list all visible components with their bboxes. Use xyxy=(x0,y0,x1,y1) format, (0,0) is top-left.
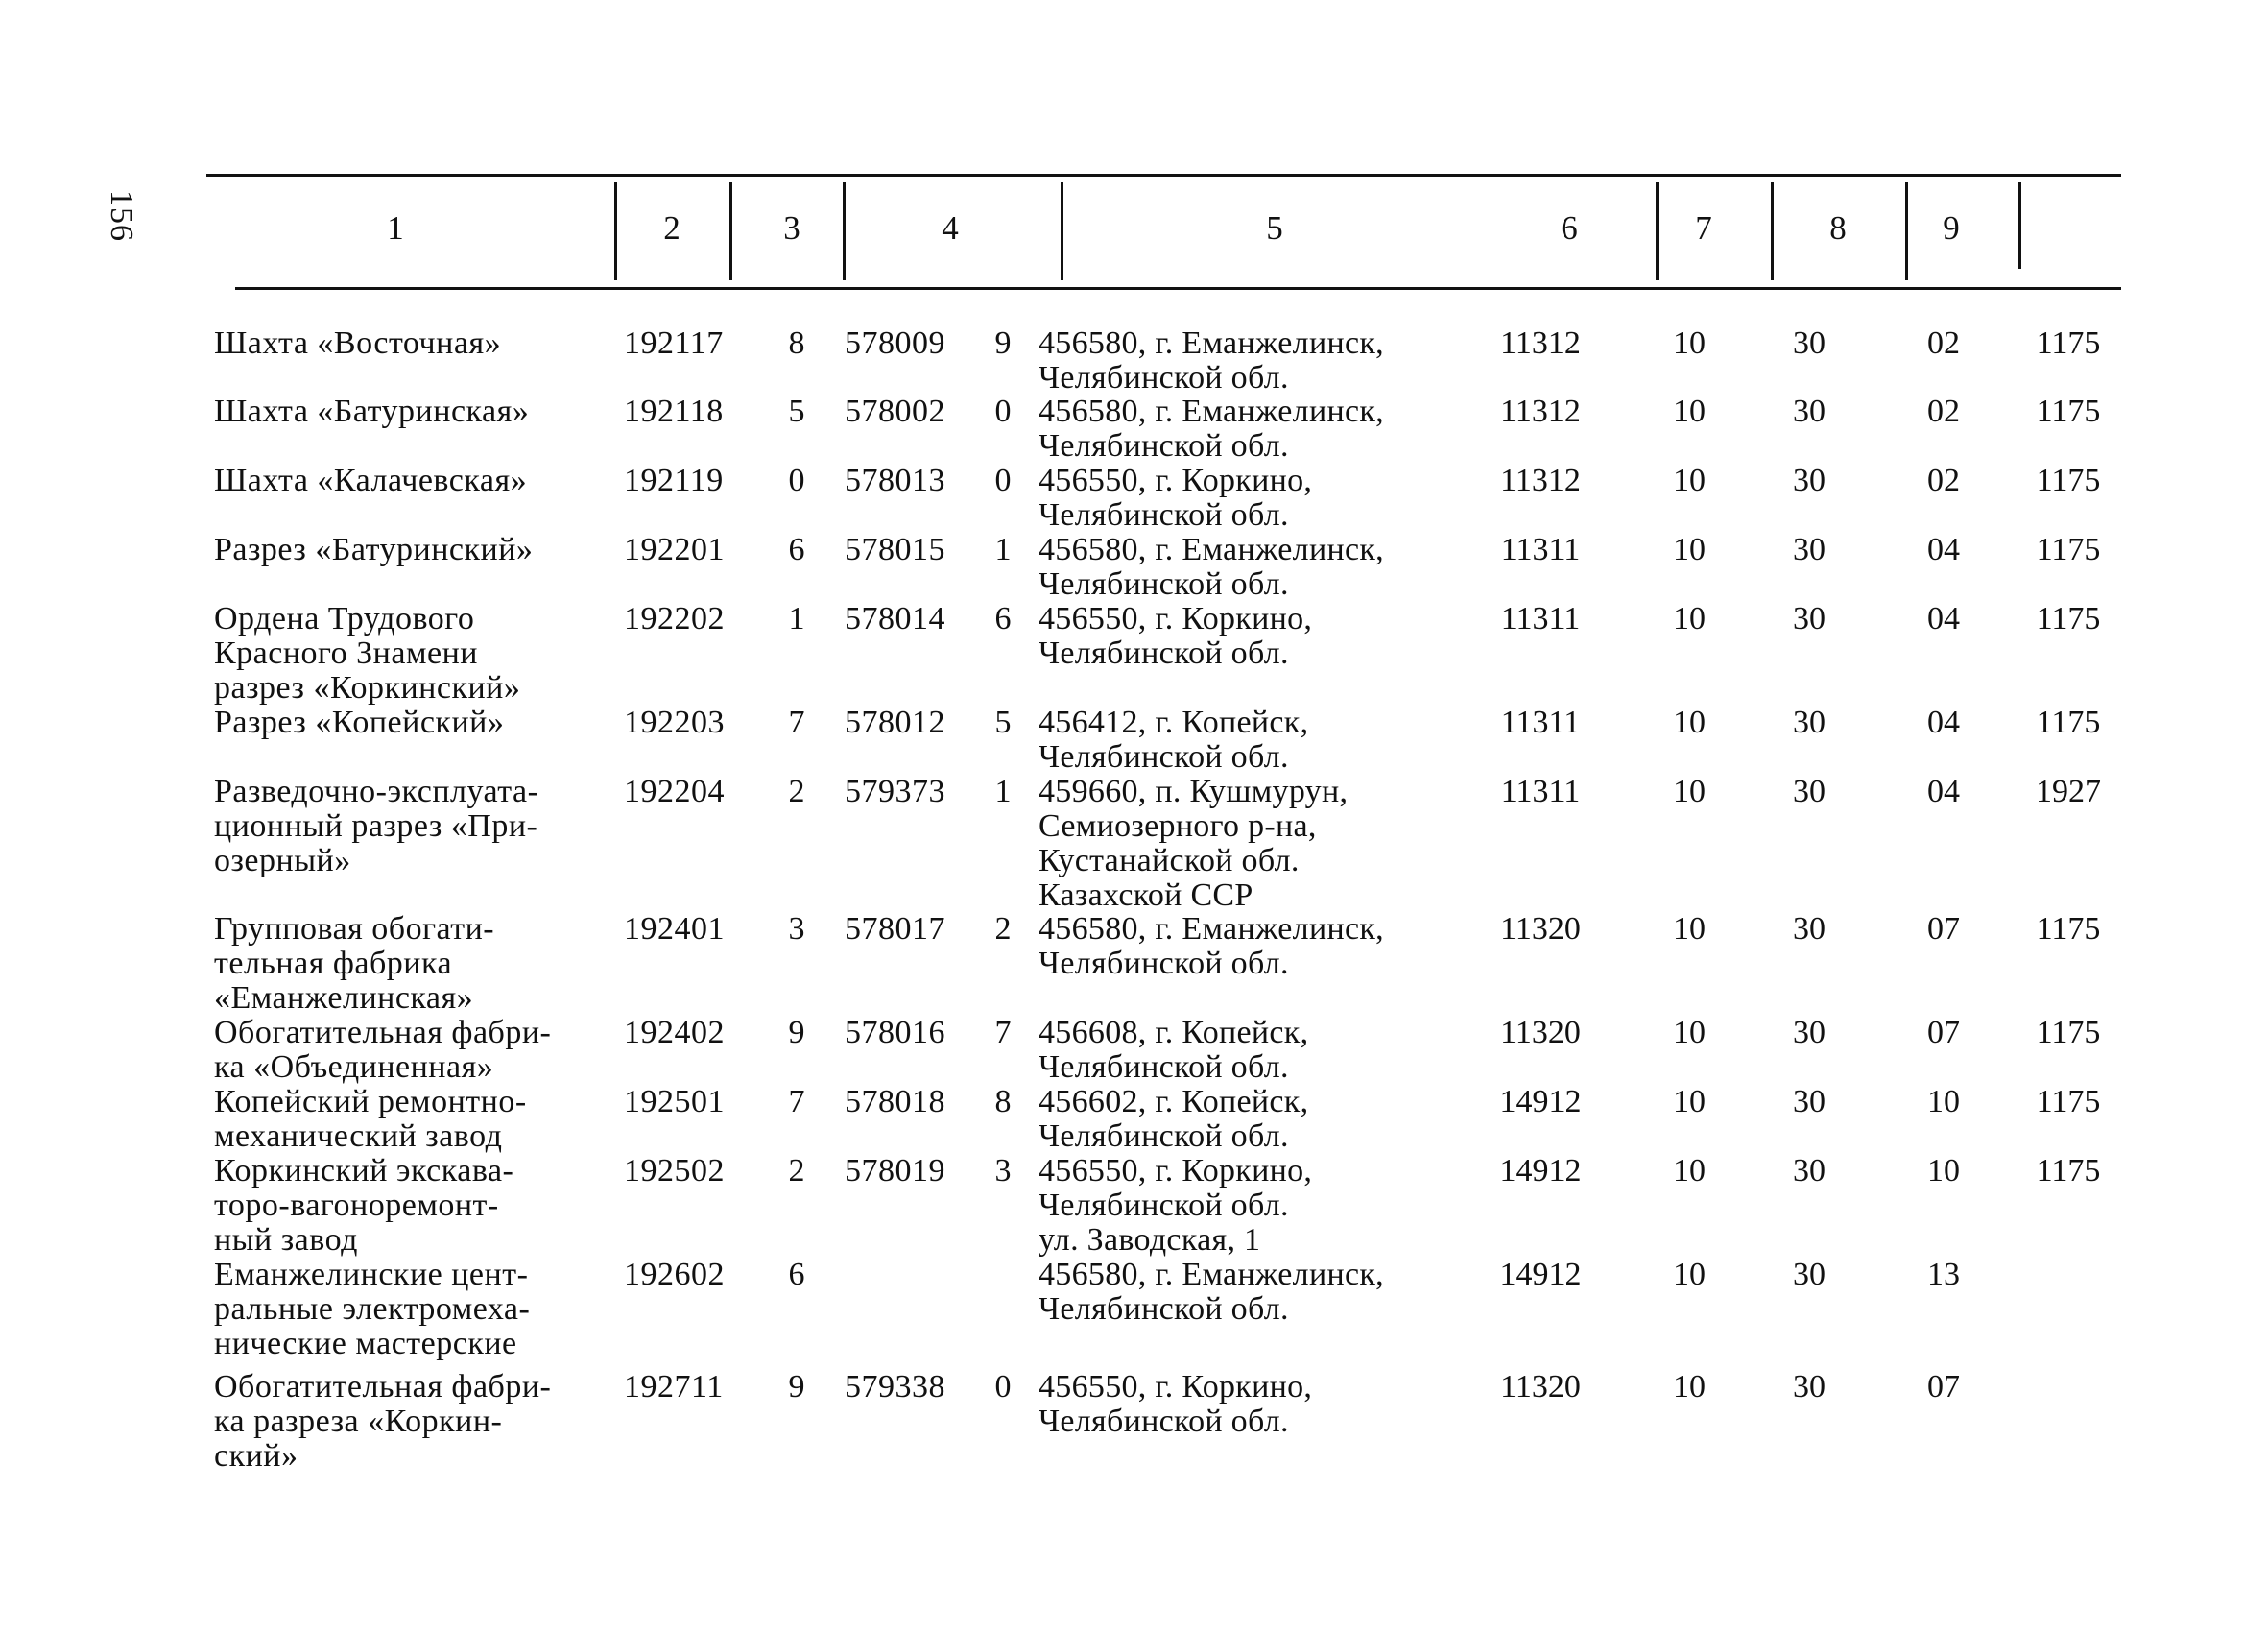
column-6-value: 11312 xyxy=(1500,463,1581,498)
enterprise-name: Групповая обогати- тельная фабрика «Еманжелинская» xyxy=(214,911,495,1016)
enterprise-code: 192602 xyxy=(624,1257,725,1292)
column-6-value: 11320 xyxy=(1500,911,1581,947)
header-divider xyxy=(1656,182,1659,280)
column-9-value: 13 xyxy=(1927,1257,1960,1292)
column-10-value: 1175 xyxy=(2036,1084,2101,1119)
enterprise-code: 192201 xyxy=(624,532,725,567)
okpo-check-digit: 6 xyxy=(994,601,1012,636)
enterprise-code: 192502 xyxy=(624,1153,725,1189)
column-7-value: 10 xyxy=(1673,774,1706,809)
column-6-value: 11312 xyxy=(1500,325,1581,361)
okpo-check-digit: 5 xyxy=(994,705,1012,740)
column-9-value: 07 xyxy=(1927,1015,1960,1050)
okpo-check-digit: 1 xyxy=(994,532,1012,567)
column-7-value: 10 xyxy=(1673,1369,1706,1405)
page-number: 156 xyxy=(104,190,139,242)
enterprise-name: Ордена Трудового Красного Знамени разрез «Коркинский» xyxy=(214,601,521,706)
enterprise-code: 192204 xyxy=(624,774,725,809)
column-9-value: 04 xyxy=(1927,705,1960,740)
code-check-digit: 2 xyxy=(788,774,805,809)
column-6-value: 11311 xyxy=(1500,532,1581,567)
address: 456550, г. Коркино, Челябинской обл. xyxy=(1039,1369,1313,1439)
enterprise-code: 192402 xyxy=(624,1015,725,1050)
header-divider xyxy=(843,182,846,280)
code-check-digit: 7 xyxy=(788,705,805,740)
column-9-value: 04 xyxy=(1927,532,1960,567)
column-9-value: 02 xyxy=(1927,394,1960,429)
header-bottom-rule xyxy=(235,287,2121,290)
address: 456602, г. Копейск, Челябинской обл. xyxy=(1039,1084,1309,1154)
column-7-value: 10 xyxy=(1673,1015,1706,1050)
header-top-rule xyxy=(206,174,2121,177)
enterprise-code: 192118 xyxy=(624,394,724,429)
column-6-value: 11312 xyxy=(1500,394,1581,429)
column-7-value: 10 xyxy=(1673,1084,1706,1119)
code-check-digit: 0 xyxy=(788,463,805,498)
okpo-check-digit: 0 xyxy=(994,1369,1012,1405)
column-10-value: 1175 xyxy=(2036,911,2101,947)
column-9-value: 07 xyxy=(1927,911,1960,947)
address: 459660, п. Кушмурун, Семиозерного р-на, Кустанайской обл. Казахской ССР xyxy=(1039,774,1349,913)
column-7-value: 10 xyxy=(1673,325,1706,361)
enterprise-code: 192401 xyxy=(624,911,725,947)
column-9-value: 10 xyxy=(1927,1084,1960,1119)
column-9-value: 02 xyxy=(1927,325,1960,361)
column-8-value: 30 xyxy=(1793,463,1826,498)
enterprise-code: 192202 xyxy=(624,601,725,636)
address: 456412, г. Копейск, Челябинской обл. xyxy=(1039,705,1309,775)
header-divider xyxy=(1771,182,1774,280)
okpo-code: 578019 xyxy=(845,1153,945,1189)
okpo-code: 579373 xyxy=(845,774,945,809)
column-8-value: 30 xyxy=(1793,911,1826,947)
column-9-value: 07 xyxy=(1927,1369,1960,1405)
okpo-code: 578016 xyxy=(845,1015,945,1050)
code-check-digit: 3 xyxy=(788,911,805,947)
column-7-value: 10 xyxy=(1673,911,1706,947)
column-10-value: 1175 xyxy=(2036,1015,2101,1050)
column-9-value: 10 xyxy=(1927,1153,1960,1189)
address: 456608, г. Копейск, Челябинской обл. xyxy=(1039,1015,1309,1085)
column-10-value: 1175 xyxy=(2036,1153,2101,1189)
column-7-value: 10 xyxy=(1673,601,1706,636)
header-divider xyxy=(1905,182,1908,280)
column-header: 9 xyxy=(1943,209,1960,247)
enterprise-name: Обогатительная фабри- ка разреза «Коркин- ский» xyxy=(214,1369,552,1474)
code-check-digit: 1 xyxy=(788,601,805,636)
header-divider xyxy=(1061,182,1063,280)
column-8-value: 30 xyxy=(1793,774,1826,809)
enterprise-name: Разрез «Копейский» xyxy=(214,705,505,740)
okpo-code: 578009 xyxy=(845,325,945,361)
column-8-value: 30 xyxy=(1793,1153,1826,1189)
okpo-code: 579338 xyxy=(845,1369,945,1405)
column-8-value: 30 xyxy=(1793,1257,1826,1292)
code-check-digit: 5 xyxy=(788,394,805,429)
okpo-code: 578012 xyxy=(845,705,945,740)
okpo-code: 578018 xyxy=(845,1084,945,1119)
column-6-value: 11311 xyxy=(1500,705,1581,740)
column-header: 7 xyxy=(1695,209,1712,247)
okpo-check-digit: 2 xyxy=(994,911,1012,947)
header-divider xyxy=(614,182,617,280)
column-6-value: 11311 xyxy=(1500,601,1581,636)
okpo-code: 578017 xyxy=(845,911,945,947)
column-header: 2 xyxy=(663,209,680,247)
column-10-value: 1175 xyxy=(2036,601,2101,636)
column-header: 5 xyxy=(1266,209,1283,247)
code-check-digit: 6 xyxy=(788,1257,805,1292)
code-check-digit: 8 xyxy=(788,325,805,361)
header-divider xyxy=(2018,182,2021,269)
header-divider xyxy=(729,182,732,280)
column-6-value: 11320 xyxy=(1500,1369,1581,1405)
column-7-value: 10 xyxy=(1673,394,1706,429)
column-10-value: 1175 xyxy=(2036,532,2101,567)
address: 456580, г. Еманжелинск, Челябинской обл. xyxy=(1039,325,1384,396)
okpo-check-digit: 0 xyxy=(994,394,1012,429)
enterprise-name: Шахта «Калачевская» xyxy=(214,463,528,498)
enterprise-name: Обогатительная фабри- ка «Объединенная» xyxy=(214,1015,552,1085)
address: 456550, г. Коркино, Челябинской обл. xyxy=(1039,463,1313,533)
column-8-value: 30 xyxy=(1793,532,1826,567)
okpo-code: 578002 xyxy=(845,394,945,429)
enterprise-name: Коркинский экскава- торо-вагоноремонт- ный завод xyxy=(214,1153,514,1258)
column-6-value: 14912 xyxy=(1499,1153,1582,1189)
address: 456550, г. Коркино, Челябинской обл. xyxy=(1039,601,1313,671)
column-10-value: 1927 xyxy=(2036,774,2101,809)
okpo-check-digit: 9 xyxy=(994,325,1012,361)
enterprise-code: 192501 xyxy=(624,1084,725,1119)
okpo-code: 578013 xyxy=(845,463,945,498)
column-header: 8 xyxy=(1829,209,1847,247)
column-7-value: 10 xyxy=(1673,463,1706,498)
column-7-value: 10 xyxy=(1673,532,1706,567)
enterprise-name: Разрез «Батуринский» xyxy=(214,532,534,567)
code-check-digit: 2 xyxy=(788,1153,805,1189)
column-7-value: 10 xyxy=(1673,705,1706,740)
okpo-check-digit: 3 xyxy=(994,1153,1012,1189)
enterprise-name: Еманжелинские цент- ральные электромеха- нические мастерские xyxy=(214,1257,531,1361)
address: 456580, г. Еманжелинск, Челябинской обл. xyxy=(1039,1257,1384,1327)
okpo-code: 578015 xyxy=(845,532,945,567)
column-6-value: 11320 xyxy=(1500,1015,1581,1050)
column-9-value: 02 xyxy=(1927,463,1960,498)
column-header: 4 xyxy=(942,209,959,247)
address: 456580, г. Еманжелинск, Челябинской обл. xyxy=(1039,911,1384,981)
column-7-value: 10 xyxy=(1673,1153,1706,1189)
column-8-value: 30 xyxy=(1793,1015,1826,1050)
address: 456580, г. Еманжелинск, Челябинской обл. xyxy=(1039,532,1384,602)
enterprise-name: Разведочно-эксплуата- ционный разрез «При- озерный» xyxy=(214,774,539,878)
code-check-digit: 6 xyxy=(788,532,805,567)
column-8-value: 30 xyxy=(1793,1369,1826,1405)
enterprise-code: 192117 xyxy=(624,325,724,361)
column-10-value: 1175 xyxy=(2036,394,2101,429)
okpo-check-digit: 1 xyxy=(994,774,1012,809)
enterprise-code: 192711 xyxy=(624,1369,724,1405)
column-10-value: 1175 xyxy=(2036,705,2101,740)
code-check-digit: 9 xyxy=(788,1369,805,1405)
column-header: 3 xyxy=(783,209,800,247)
column-7-value: 10 xyxy=(1673,1257,1706,1292)
enterprise-name: Копейский ремонтно- механический завод xyxy=(214,1084,527,1154)
column-10-value: 1175 xyxy=(2036,325,2101,361)
column-8-value: 30 xyxy=(1793,394,1826,429)
column-header: 1 xyxy=(387,209,404,247)
okpo-code: 578014 xyxy=(845,601,945,636)
enterprise-code: 192119 xyxy=(624,463,724,498)
column-10-value: 1175 xyxy=(2036,463,2101,498)
address: 456580, г. Еманжелинск, Челябинской обл. xyxy=(1039,394,1384,464)
column-6-value: 11311 xyxy=(1500,774,1581,809)
enterprise-name: Шахта «Батуринская» xyxy=(214,394,530,429)
column-8-value: 30 xyxy=(1793,705,1826,740)
okpo-check-digit: 7 xyxy=(994,1015,1012,1050)
column-8-value: 30 xyxy=(1793,325,1826,361)
okpo-check-digit: 8 xyxy=(994,1084,1012,1119)
enterprise-name: Шахта «Восточная» xyxy=(214,325,502,361)
column-6-value: 14912 xyxy=(1499,1084,1582,1119)
column-9-value: 04 xyxy=(1927,774,1960,809)
column-6-value: 14912 xyxy=(1499,1257,1582,1292)
okpo-check-digit: 0 xyxy=(994,463,1012,498)
code-check-digit: 9 xyxy=(788,1015,805,1050)
enterprise-code: 192203 xyxy=(624,705,725,740)
column-8-value: 30 xyxy=(1793,1084,1826,1119)
column-header: 6 xyxy=(1561,209,1578,247)
address: 456550, г. Коркино, Челябинской обл. ул. Заводская, 1 xyxy=(1039,1153,1313,1258)
code-check-digit: 7 xyxy=(788,1084,805,1119)
column-9-value: 04 xyxy=(1927,601,1960,636)
column-8-value: 30 xyxy=(1793,601,1826,636)
